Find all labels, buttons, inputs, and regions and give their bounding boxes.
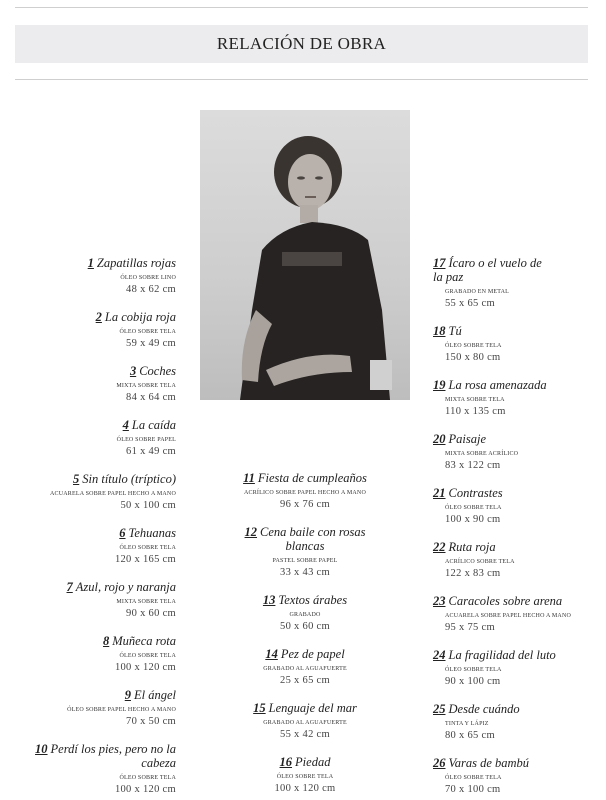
work-number: 7 <box>66 580 73 594</box>
work-number: 5 <box>73 472 80 486</box>
work-number: 10 <box>35 742 48 756</box>
work-dimensions: 55 x 65 cm <box>445 298 495 309</box>
work-title: Perdí los pies, pero no la cabeza <box>50 742 176 770</box>
work-entry <box>10 580 176 620</box>
work-number: 6 <box>119 526 126 540</box>
work-number: 14 <box>265 647 278 661</box>
work-number: 12 <box>244 525 258 539</box>
work-media: GRABADO AL AGUAFUERTE <box>263 666 347 672</box>
work-number: 15 <box>253 701 266 715</box>
work-dimensions: 96 x 76 cm <box>280 499 330 510</box>
work-dimensions: 80 x 65 cm <box>445 730 495 741</box>
work-title: Azul, rojo y naranja <box>75 580 176 594</box>
work-title: Contrastes <box>448 486 503 500</box>
work-title: Ruta roja <box>448 540 496 554</box>
work-entry <box>433 256 603 310</box>
work-dimensions: 25 x 65 cm <box>280 675 330 686</box>
work-entry <box>433 432 603 472</box>
work-media: GRABADO <box>289 612 321 618</box>
work-title: Varas de bambú <box>448 756 530 770</box>
work-title: Cena baile con rosas blancas <box>260 525 366 553</box>
work-dimensions: 70 x 50 cm <box>126 716 176 727</box>
work-title: Ícaro o el vuelo de la paz <box>433 256 542 284</box>
work-dimensions: 110 x 135 cm <box>445 406 506 417</box>
work-title: Coches <box>139 364 176 378</box>
work-entry <box>10 472 176 512</box>
work-number: 1 <box>87 256 94 270</box>
work-dimensions: 100 x 120 cm <box>114 662 176 673</box>
work-entry <box>10 256 176 296</box>
work-entry <box>10 364 176 404</box>
work-media: GRABADO AL AGUAFUERTE <box>263 720 347 726</box>
work-title: Pez de papel <box>280 647 345 661</box>
work-title: Muñeca rota <box>112 634 176 648</box>
work-dimensions: 50 x 100 cm <box>120 500 176 511</box>
work-number: 2 <box>95 310 102 324</box>
work-media: ACUARELA SOBRE PAPEL HECHO A MANO <box>49 491 176 497</box>
work-number: 23 <box>433 594 446 608</box>
work-entry <box>433 324 603 364</box>
work-media: ÓLEO SOBRE TELA <box>445 505 502 511</box>
work-title: Tehuanas <box>128 526 176 540</box>
work-title: Textos árabes <box>278 593 348 607</box>
work-media: MIXTA SOBRE TELA <box>445 397 505 403</box>
work-entry <box>225 525 385 579</box>
work-dimensions: 122 x 83 cm <box>445 568 501 579</box>
work-title: Lenguaje del mar <box>268 701 357 715</box>
work-media: PASTEL SOBRE PAPEL <box>272 558 338 564</box>
work-dimensions: 55 x 42 cm <box>280 729 330 740</box>
work-media: ÓLEO SOBRE TELA <box>445 667 502 673</box>
work-title: Tú <box>448 324 462 338</box>
work-entry <box>10 526 176 566</box>
work-entry <box>10 418 176 458</box>
work-entry <box>10 742 176 796</box>
work-entry <box>225 593 385 633</box>
work-title: Fiesta de cumpleaños <box>257 471 367 485</box>
work-dimensions: 33 x 43 cm <box>280 567 330 578</box>
work-title: La fragilidad del luto <box>448 648 556 662</box>
work-media: ÓLEO SOBRE LINO <box>120 275 176 281</box>
work-media: GRABADO EN METAL <box>445 289 510 295</box>
work-title: Piedad <box>295 755 331 769</box>
work-dimensions: 61 x 49 cm <box>126 446 176 457</box>
work-entry <box>433 756 603 796</box>
work-number: 11 <box>243 471 255 485</box>
work-number: 21 <box>433 486 446 500</box>
work-entry <box>10 634 176 674</box>
work-entry <box>225 647 385 687</box>
work-entry <box>433 378 603 418</box>
work-media: ÓLEO SOBRE TELA <box>119 329 176 335</box>
work-media: MIXTA SOBRE ACRÍLICO <box>445 451 519 457</box>
work-entry <box>10 310 176 350</box>
work-dimensions: 100 x 90 cm <box>445 514 501 525</box>
work-title: El ángel <box>133 688 176 702</box>
work-dimensions: 120 x 165 cm <box>114 554 176 565</box>
work-number: 22 <box>433 540 446 554</box>
work-dimensions: 150 x 80 cm <box>445 352 501 363</box>
works-column-right <box>433 256 603 796</box>
work-dimensions: 90 x 100 cm <box>445 676 501 687</box>
portrait-image <box>200 110 410 400</box>
work-media: TINTA Y LÁPIZ <box>445 721 489 727</box>
work-dimensions: 84 x 64 cm <box>126 392 176 403</box>
work-media: ACRÍLICO SOBRE PAPEL HECHO A MANO <box>243 490 366 496</box>
work-number: 8 <box>102 634 110 648</box>
work-media: ÓLEO SOBRE TELA <box>276 774 334 780</box>
work-number: 13 <box>262 593 276 607</box>
work-entry <box>433 648 603 688</box>
work-media: ÓLEO SOBRE PAPEL HECHO A MANO <box>67 707 176 713</box>
work-number: 20 <box>433 432 446 446</box>
work-number: 26 <box>433 756 446 770</box>
work-title: Paisaje <box>448 432 486 446</box>
work-media: ÓLEO SOBRE TELA <box>119 545 176 551</box>
work-media: ÓLEO SOBRE TELA <box>445 775 502 781</box>
work-media: ÓLEO SOBRE TELA <box>119 775 176 781</box>
bottom-rule <box>15 79 588 80</box>
work-media: MIXTA SOBRE TELA <box>116 383 176 389</box>
work-title: Caracoles sobre arena <box>448 594 563 608</box>
work-dimensions: 100 x 120 cm <box>114 784 176 795</box>
work-entry <box>10 688 176 728</box>
work-dimensions: 59 x 49 cm <box>126 338 176 349</box>
work-dimensions: 95 x 75 cm <box>445 622 495 633</box>
work-dimensions: 100 x 120 cm <box>274 783 336 794</box>
work-title: Desde cuándo <box>448 702 520 716</box>
work-title: La rosa amenazada <box>448 378 547 392</box>
work-number: 17 <box>433 256 446 270</box>
work-title: Sin título (tríptico) <box>82 472 176 486</box>
work-title: La cobija roja <box>104 310 176 324</box>
header-band <box>15 25 588 63</box>
work-entry <box>433 486 603 526</box>
work-dimensions: 90 x 60 cm <box>126 608 176 619</box>
work-entry <box>225 471 385 511</box>
work-media: ACRÍLICO SOBRE TELA <box>445 559 515 565</box>
work-media: ÓLEO SOBRE TELA <box>119 653 176 659</box>
work-number: 24 <box>433 648 446 662</box>
work-dimensions: 50 x 60 cm <box>280 621 330 632</box>
portrait-photo <box>200 110 410 400</box>
works-column-middle <box>225 471 385 795</box>
work-number: 25 <box>433 702 446 716</box>
work-entry <box>433 702 603 742</box>
page-title: RELACIÓN DE OBRA <box>216 34 387 53</box>
work-entry <box>225 755 385 795</box>
work-title: La caída <box>131 418 176 432</box>
work-number: 9 <box>124 688 131 702</box>
work-number: 3 <box>129 364 137 378</box>
work-entry <box>433 540 603 580</box>
work-dimensions: 83 x 122 cm <box>445 460 501 471</box>
work-title: Zapatillas rojas <box>96 256 176 270</box>
work-number: 19 <box>433 378 446 392</box>
work-dimensions: 70 x 100 cm <box>445 784 501 795</box>
work-media: ÓLEO SOBRE PAPEL <box>116 437 176 443</box>
work-entry <box>225 701 385 741</box>
works-column-left <box>10 256 176 796</box>
work-media: ACUARELA SOBRE PAPEL HECHO A MANO <box>445 613 572 619</box>
top-rule <box>15 7 588 8</box>
work-dimensions: 48 x 62 cm <box>126 284 176 295</box>
work-number: 18 <box>433 324 446 338</box>
work-number: 16 <box>279 755 293 769</box>
work-entry <box>433 594 603 634</box>
work-media: ÓLEO SOBRE TELA <box>445 343 502 349</box>
work-media: MIXTA SOBRE TELA <box>116 599 176 605</box>
work-number: 4 <box>122 418 129 432</box>
